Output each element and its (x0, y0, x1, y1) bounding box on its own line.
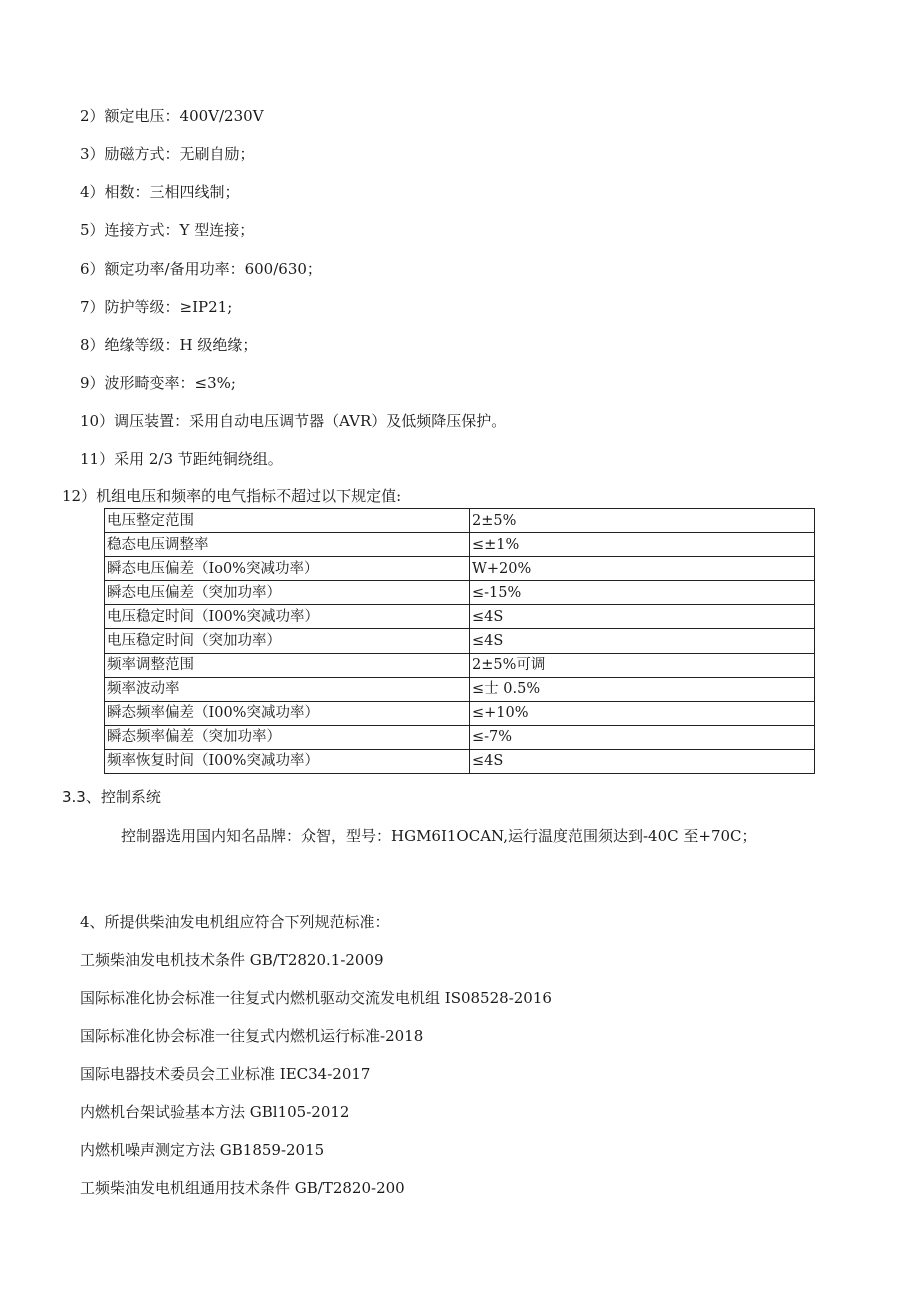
table-cell-param: 瞬态电压偏差（突加功率） (105, 581, 470, 605)
table-row (105, 653, 815, 677)
spec-item-protection: 7）防护等级：≥IP21; (80, 298, 233, 316)
table-cell-param: 频率恢复时间（I00%突减功率） (105, 749, 470, 773)
table-row (105, 701, 815, 725)
table-row (105, 725, 815, 749)
table-row (105, 581, 815, 605)
table-row (105, 749, 815, 773)
table-row (105, 557, 815, 581)
spec-item-rated-voltage: 2）额定电压：400V/230V (80, 107, 264, 125)
control-system-heading: 3.3、控制系统 (62, 788, 161, 806)
standard-item: 工频柴油发电机技术条件 GB/T2820.1-2009 (80, 951, 384, 969)
table-cell-value: ≤-15% (470, 581, 815, 605)
standard-item: 国际标准化协会标准一往复式内燃机运行标准-2018 (80, 1027, 424, 1045)
spec-item-rated-power: 6）额定功率/备用功率：600/630； (80, 260, 322, 278)
table-row (105, 605, 815, 629)
table-cell-value: ≤4S (470, 629, 815, 653)
table-cell-param: 瞬态电压偏差（Io0%突减功率） (105, 557, 470, 581)
table-cell-param: 稳态电压调整率 (105, 533, 470, 557)
standard-item: 内燃机噪声测定方法 GB1859-2015 (80, 1141, 325, 1159)
table-row (105, 629, 815, 653)
table-cell-param: 电压整定范围 (105, 509, 470, 533)
table-cell-value: ≤4S (470, 605, 815, 629)
spec-item-connection: 5）连接方式：Y 型连接； (80, 221, 255, 239)
spec-item-phases: 4）相数：三相四线制； (80, 183, 240, 201)
spec-item-regulator: 10）调压装置：采用自动电压调节器（AVR）及低频降压保护。 (80, 412, 507, 430)
standard-item: 内燃机台架试验基本方法 GBl105-2012 (80, 1103, 350, 1121)
table-cell-param: 频率调整范围 (105, 653, 470, 677)
control-system-text: 控制器选用国内知名品牌：众智，型号：HGM6I1OCAN,运行温度范围须达到-40C 至+70C； (121, 827, 757, 845)
table-cell-value: ≤4S (470, 749, 815, 773)
table-cell-param: 电压稳定时间（突加功率） (105, 629, 470, 653)
standards-heading: 4、所提供柴油发电机组应符合下列规范标准： (80, 913, 390, 931)
table-cell-param: 瞬态频率偏差（突加功率） (105, 725, 470, 749)
table-row (105, 533, 815, 557)
table-caption: 12）机组电压和频率的电气指标不超过以下规定值: (62, 487, 402, 505)
standard-item: 工频柴油发电机组通用技术条件 GB/T2820-200 (80, 1179, 405, 1197)
table-cell-value: ≤+10% (470, 701, 815, 725)
spec-item-insulation: 8）绝缘等级：H 级绝缘； (80, 336, 258, 354)
table-cell-value: ≤-7% (470, 725, 815, 749)
table-cell-value: ≤±1% (470, 533, 815, 557)
spec-item-distortion: 9）波形畸变率：≤3%; (80, 374, 236, 392)
spec-item-winding: 11）采用 2/3 节距纯铜绕组。 (80, 450, 283, 468)
table-cell-value: W+20% (470, 557, 815, 581)
spec-item-excitation: 3）励磁方式：无刷自励； (80, 145, 255, 163)
table-row (105, 677, 815, 701)
table-cell-value: 2±5% (470, 509, 815, 533)
standard-item: 国际电器技术委员会工业标准 IEC34-2017 (80, 1065, 371, 1083)
table-cell-value: 2±5%可调 (470, 653, 815, 677)
electrical-indicators-table (104, 508, 815, 774)
table-cell-param: 电压稳定时间（I00%突减功率） (105, 605, 470, 629)
table-cell-value: ≤士 0.5% (470, 677, 815, 701)
table-row (105, 509, 815, 533)
standard-item: 国际标准化协会标准一往复式内燃机驱动交流发电机组 IS08528-2016 (80, 989, 552, 1007)
table-cell-param: 瞬态频率偏差（I00%突减功率） (105, 701, 470, 725)
table-cell-param: 频率波动率 (105, 677, 470, 701)
